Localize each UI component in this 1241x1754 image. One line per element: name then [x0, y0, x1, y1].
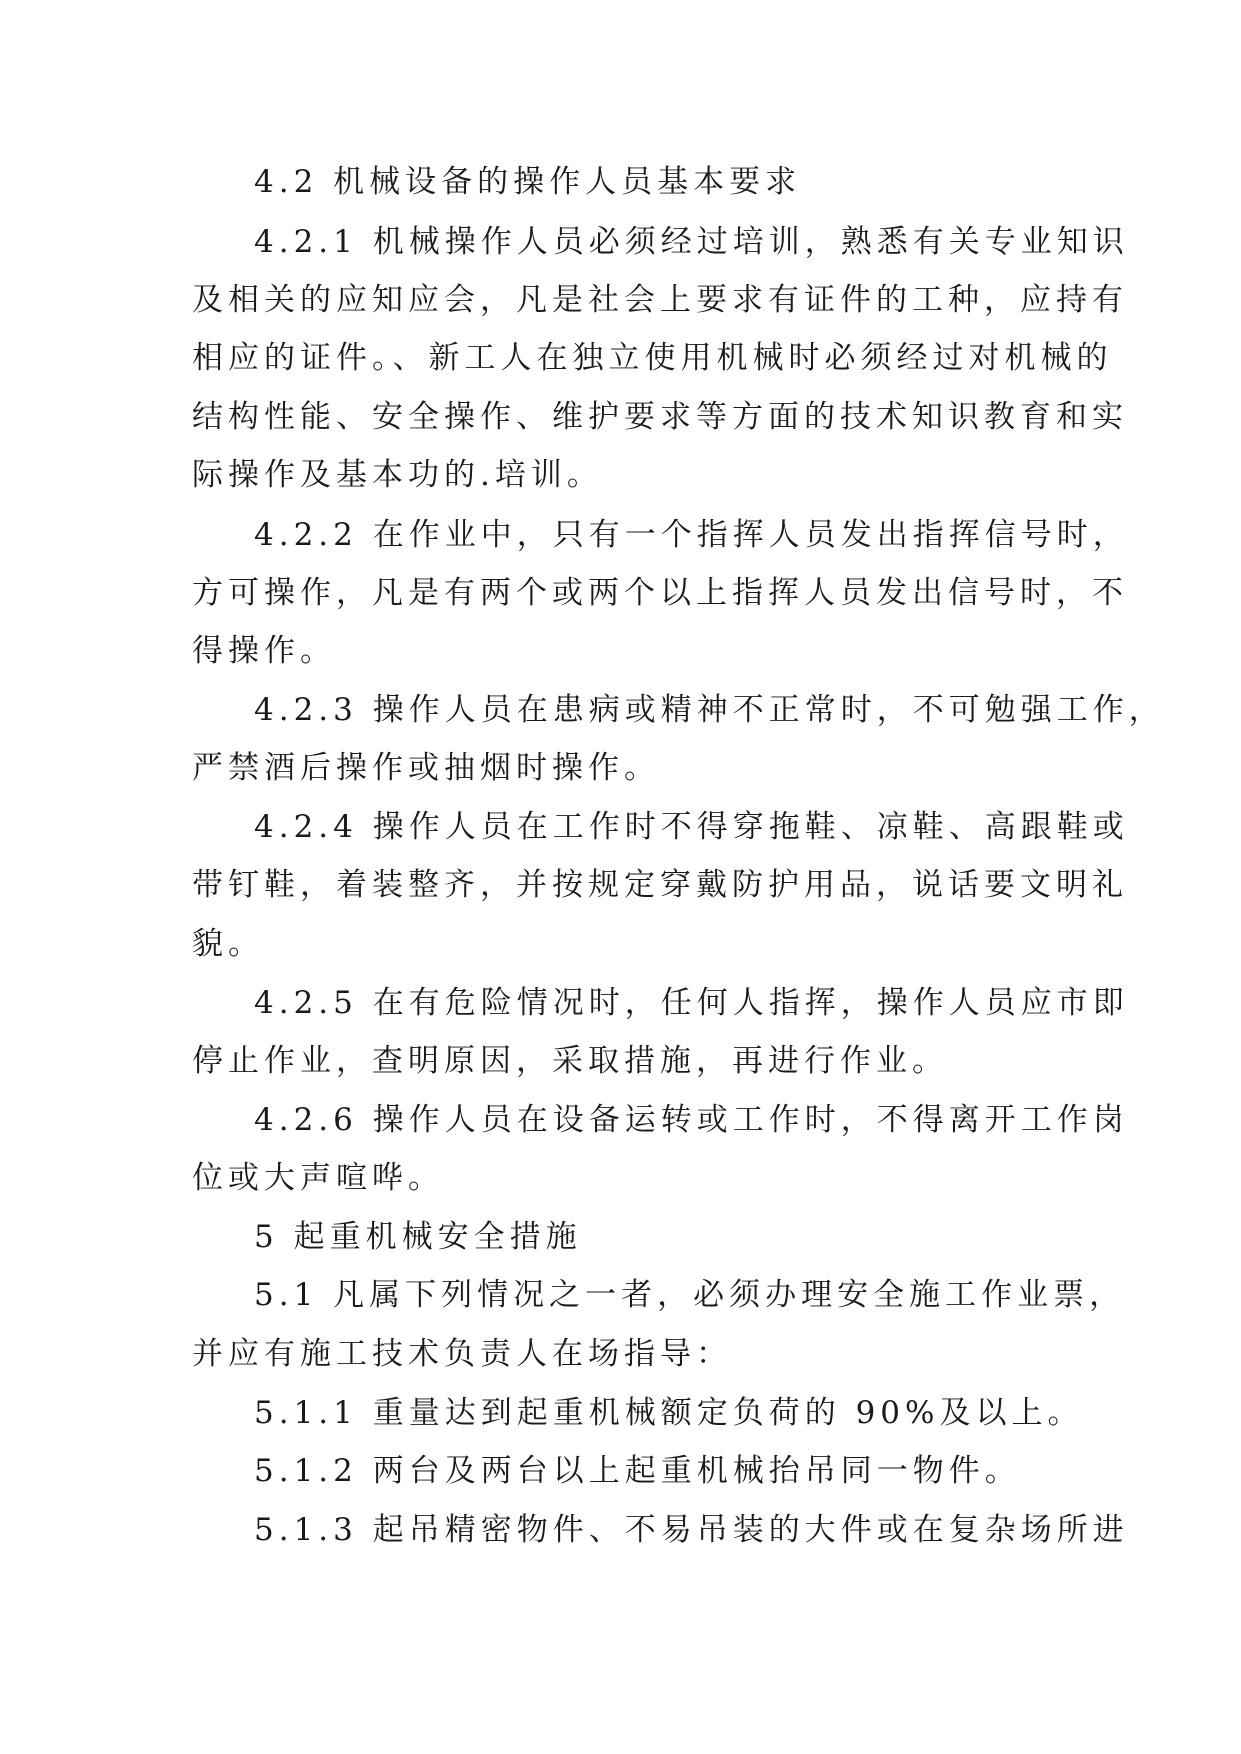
paragraph-line: 5.1 凡属下列情况之一者，必须办理安全施工作业票，: [254, 1277, 1126, 1313]
paragraph-line: 相应的证件。、新工人在独立使用机械时必须经过对机械的: [192, 340, 1113, 376]
paragraph-line: 结构性能、安全操作、维护要求等方面的技术知识教育和实: [192, 399, 1128, 435]
paragraph-line: 带钉鞋，着装整齐，并按规定穿戴防护用品，说话要文明礼: [192, 867, 1128, 903]
paragraph-line: 貌。: [192, 926, 264, 962]
paragraph-line: 4.2.1 机械操作人员必须经过培训，熟悉有关专业知识: [254, 224, 1129, 260]
paragraph-line: 4.2.4 操作人员在工作时不得穿拖鞋、凉鞋、高跟鞋或: [254, 809, 1129, 845]
paragraph-line: 4.2.2 在作业中，只有一个指挥人员发出指挥信号时，: [254, 517, 1129, 553]
paragraph-line: 4.2.5 在有危险情况时，任何人指挥，操作人员应市即: [254, 985, 1129, 1021]
paragraph-line: 得操作。: [192, 633, 336, 669]
paragraph-line: 停止作业，查明原因，采取措施，再进行作业。: [192, 1043, 948, 1079]
paragraph-line: 5.1.2 两台及两台以上起重机械抬吊同一物件。: [254, 1453, 1021, 1489]
paragraph-line: 位或大声喧哗。: [192, 1160, 444, 1196]
paragraph-line: 5.1.1 重量达到起重机械额定负荷的 90%及以上。: [254, 1395, 1084, 1431]
paragraph-line: 4.2.3 操作人员在患病或精神不正常时，不可勉强工作，: [254, 692, 1165, 728]
section-heading: 4.2 机械设备的操作人员基本要求: [254, 164, 802, 200]
paragraph-line: 及相关的应知应会，凡是社会上要求有证件的工种，应持有: [192, 282, 1128, 318]
paragraph-line: 5.1.3 起吊精密物件、不易吊装的大件或在复杂场所进: [254, 1512, 1129, 1548]
paragraph-line: 方可操作，凡是有两个或两个以上指挥人员发出信号时，不: [192, 575, 1128, 611]
paragraph-line: 4.2.6 操作人员在设备运转或工作时，不得离开工作岗: [254, 1102, 1129, 1138]
paragraph-line: 严禁酒后操作或抽烟时操作。: [192, 750, 660, 786]
paragraph-line: 并应有施工技术负责人在场指导：: [192, 1336, 732, 1372]
paragraph-line: 际操作及基本功的.培训。: [192, 457, 603, 493]
section-heading: 5 起重机械安全措施: [254, 1219, 582, 1255]
